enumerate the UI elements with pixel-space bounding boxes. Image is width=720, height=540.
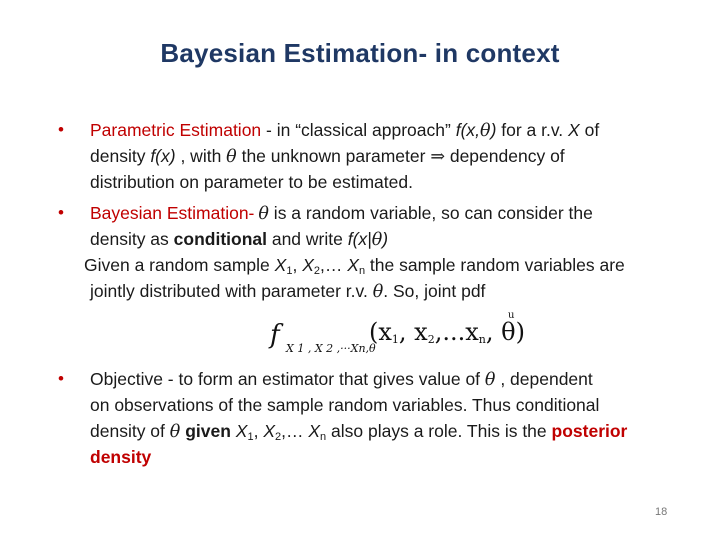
subscript: 2: [427, 333, 435, 346]
math-text: ): [382, 229, 389, 249]
bullet-line: [90, 444, 151, 470]
bullet-line: [90, 278, 485, 305]
theta-symbol: θ: [226, 147, 237, 167]
text: of: [579, 120, 600, 140]
text: is a random variable, so can consider the: [268, 203, 593, 223]
subscript: n: [358, 265, 366, 277]
text: ,: [253, 421, 264, 441]
text: ,…: [281, 421, 309, 441]
formula-part: (x: [369, 318, 392, 346]
bullet-line: [90, 143, 565, 170]
formula-part: ,...x: [434, 318, 479, 346]
text: - in “classical approach”: [261, 120, 456, 140]
keyword-posterior: posterior: [551, 421, 628, 441]
keyword-conditional: conditional: [173, 229, 267, 249]
text: density as: [90, 229, 174, 249]
text: also plays a role. This is the: [326, 421, 552, 441]
bullet-bayesian: [60, 200, 700, 310]
implies-symbol: ⇒: [430, 147, 445, 167]
text: and write: [266, 229, 348, 249]
bullet-icon: •: [58, 120, 64, 139]
bullet-objective: [60, 366, 700, 476]
bullet-line: [90, 366, 593, 393]
math-text: f(x|: [347, 229, 372, 249]
math-text: ): [490, 120, 497, 140]
text: on observations of the sample random variables. Thus conditional: [90, 395, 600, 415]
keyword-density: density: [90, 447, 152, 467]
subscript: 1: [286, 265, 293, 277]
theta-symbol: θ: [371, 230, 383, 250]
bullet-line: [90, 200, 593, 227]
bullet-heading: Bayesian Estimation-: [90, 203, 255, 223]
keyword-given: given: [180, 421, 236, 441]
bullet-icon: •: [58, 369, 64, 388]
text: density of: [90, 421, 170, 441]
math-text: X: [347, 255, 359, 275]
text: jointly distributed with parameter r.v.: [90, 281, 373, 301]
text: density: [90, 146, 151, 166]
formula-part: , θ): [485, 318, 525, 346]
formula-subscript: X 1 , X 2 ,···Xn,θ: [286, 342, 376, 355]
math-text: X: [568, 120, 580, 140]
joint-pdf-formula: [270, 310, 525, 360]
theta-symbol: θ: [372, 282, 384, 302]
text: Given a random sample: [84, 255, 275, 275]
subscript: 2: [275, 431, 282, 443]
bullet-parametric: [60, 117, 700, 197]
text: . So, joint pdf: [383, 281, 486, 301]
math-text: X: [302, 255, 314, 275]
theta-symbol: θ: [258, 204, 269, 224]
text: distribution on parameter to be estimated.: [90, 172, 413, 192]
formula-part: , x: [398, 318, 428, 346]
bullet-line: [90, 392, 599, 418]
text: , with: [175, 146, 227, 166]
math-text: X: [263, 421, 275, 441]
bullet-line: [90, 117, 599, 144]
text: ,…: [320, 255, 348, 275]
theta-symbol: θ: [169, 422, 181, 442]
subscript: n: [320, 431, 327, 443]
theta-symbol: θ: [484, 370, 496, 390]
text: for a r.v.: [496, 120, 569, 140]
bullet-heading: Parametric Estimation: [90, 120, 262, 140]
formula-mark: u: [508, 310, 515, 321]
bullet-line: [90, 226, 388, 253]
bullet-icon: •: [58, 203, 64, 222]
text: Objective - to form an estimator that gives value of: [90, 369, 485, 389]
theta-symbol: θ: [480, 121, 491, 141]
bullet-line: [84, 252, 625, 278]
math-text: f(x,: [455, 120, 481, 140]
text: , dependent: [495, 369, 593, 389]
formula-arguments: [369, 318, 525, 346]
math-text: X: [235, 421, 248, 441]
bullet-line: [90, 169, 413, 195]
formula-function: f: [270, 320, 280, 350]
subscript: n: [478, 333, 486, 346]
text: the sample random variables are: [365, 255, 625, 275]
math-text: f(x): [150, 146, 176, 166]
subscript: 1: [247, 431, 254, 443]
text: dependency of: [444, 146, 565, 166]
page-number: 18: [655, 506, 668, 518]
text: the unknown parameter: [236, 146, 431, 166]
math-text: X: [308, 421, 321, 441]
text: ,: [292, 255, 303, 275]
math-text: X: [274, 255, 287, 275]
subscript: 1: [391, 333, 399, 346]
slide-title: Bayesian Estimation- in context: [160, 38, 560, 68]
subscript: 2: [313, 265, 321, 277]
bullet-line: [90, 418, 627, 445]
